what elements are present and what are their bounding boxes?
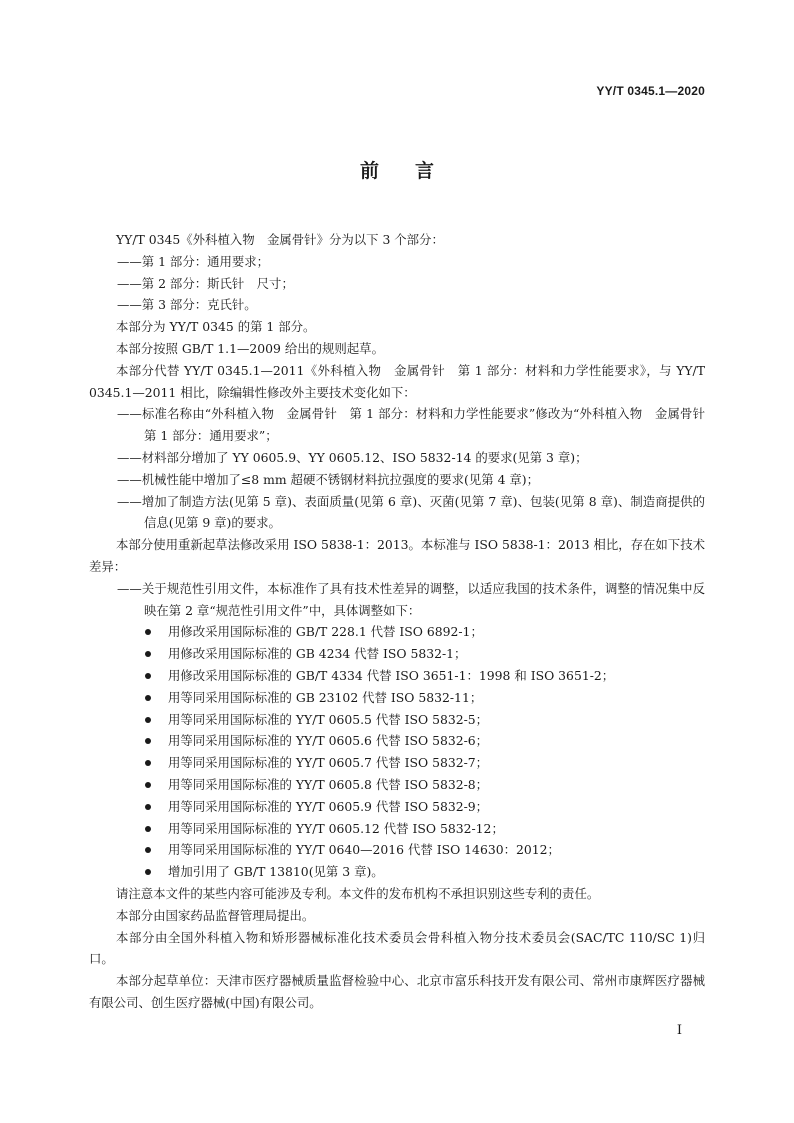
list-item: 用等同采用国际标准的 YY/T 0605.12 代替 ISO 5832-12； (89, 818, 705, 840)
list-item: 用等同采用国际标准的 YY/T 0605.8 代替 ISO 5832-8； (89, 774, 705, 796)
list-item: 用修改采用国际标准的 GB/T 4334 代替 ISO 3651-1：1998 和 ISO 3651-2； (89, 665, 705, 687)
list-item: 用等同采用国际标准的 YY/T 0605.6 代替 ISO 5832-6； (89, 730, 705, 752)
list-item: 用等同采用国际标准的 GB 23102 代替 ISO 5832-11； (89, 687, 705, 709)
replacement-statement: 本部分代替 YY/T 0345.1—2011《外科植入物 金属骨针 第 1 部分：材料和力学性能要求》，与 YY/T 0345.1—2011 相比，除编辑性修改外主要技术变化如下： (89, 362, 705, 400)
bullet-icon (145, 804, 151, 810)
drafting-rule-statement: 本部分按照 GB/T 1.1—2009 给出的规则起草。 (116, 340, 384, 356)
bullet-icon (145, 869, 151, 875)
patent-notice: 请注意本文件的某些内容可能涉及专利。本文件的发布机构不承担识别这些专利的责任。 (116, 885, 600, 901)
change-list-item: ——材料部分增加了 YY 0605.9、YY 0605.12、ISO 5832-14 的要求(见第 3 章)； (117, 449, 588, 465)
change-list-item: ——机械性能中增加了≤8 mm 超硬不锈钢材料抗拉强度的要求(见第 4 章)； (117, 471, 540, 487)
page-title: 前言 (359, 160, 470, 182)
part-list-item: ——第 2 部分：斯氏针 尺寸； (117, 275, 294, 291)
bullet-icon (145, 760, 151, 766)
part-statement: 本部分为 YY/T 0345 的第 1 部分。 (116, 319, 316, 335)
bullet-icon (145, 651, 151, 657)
bullet-icon (145, 629, 151, 635)
bullet-icon (145, 782, 151, 788)
proposer-statement: 本部分由国家药品监督管理局提出。 (116, 907, 315, 923)
bullet-icon (145, 673, 151, 679)
list-item: 用等同采用国际标准的 YY/T 0605.9 代替 ISO 5832-9； (89, 796, 705, 818)
list-item: 用修改采用国际标准的 GB/T 228.1 代替 ISO 6892-1； (89, 621, 705, 643)
bullet-icon (145, 695, 151, 701)
bullet-icon (145, 717, 151, 723)
document-code: YY/T 0345.1—2020 (596, 84, 705, 98)
change-list-item: ——标准名称由“外科植入物 金属骨针 第 1 部分：材料和力学性能要求”修改为“外科植入物 金属骨针 第 1 部分：通用要求”； (117, 406, 718, 444)
list-item: 用修改采用国际标准的 GB 4234 代替 ISO 5832-1； (89, 643, 705, 665)
bullet-icon (145, 847, 151, 853)
reference-adjustment-list (89, 621, 705, 883)
adoption-statement: 本部分使用重新起草法修改采用 ISO 5838-1：2013。本标准与 ISO 5838-1：2013 相比，存在如下技术差异： (89, 537, 705, 574)
committee-statement: 本部分由全国外科植入物和矫形器械标准化技术委员会骨科植入物分技术委员会(SAC/TC 110/SC 1)归口。 (89, 929, 705, 967)
list-item: 用等同采用国际标准的 YY/T 0640—2016 代替 ISO 14630：2012； (89, 839, 705, 861)
bullet-icon (145, 826, 151, 832)
change-list-item: ——增加了制造方法(见第 5 章)、表面质量(见第 6 章)、灭菌(见第 7 章)、包装(见第 8 章)、制造商提供的信息(见第 9 章)的要求。 (117, 493, 705, 531)
intro-paragraph: YY/T 0345《外科植入物 金属骨针》分为以下 3 个部分： (116, 232, 444, 247)
list-item: 增加引用了 GB/T 13810(见第 3 章)。 (89, 861, 705, 883)
part-list-item: ——第 3 部分：克氏针。 (117, 297, 257, 313)
document-body (89, 229, 718, 1014)
part-list-item: ——第 1 部分：通用要求； (117, 253, 270, 269)
difference-list-item: ——关于规范性引用文件，本标准作了具有技术性差异的调整，以适应我国的技术条件，调整的情况集中反映在第 2 章“规范性引用文件”中，具体调整如下： (117, 580, 705, 618)
bullet-icon (145, 738, 151, 744)
list-item: 用等同采用国际标准的 YY/T 0605.7 代替 ISO 5832-7； (89, 752, 705, 774)
drafting-units-statement: 本部分起草单位：天津市医疗器械质量监督检验中心、北京市富乐科技开发有限公司、常州市康辉医疗器械有限公司、创生医疗器械(中国)有限公司。 (89, 973, 705, 1010)
list-item: 用等同采用国际标准的 YY/T 0605.5 代替 ISO 5832-5； (89, 709, 705, 731)
page-number: I (676, 1023, 682, 1038)
